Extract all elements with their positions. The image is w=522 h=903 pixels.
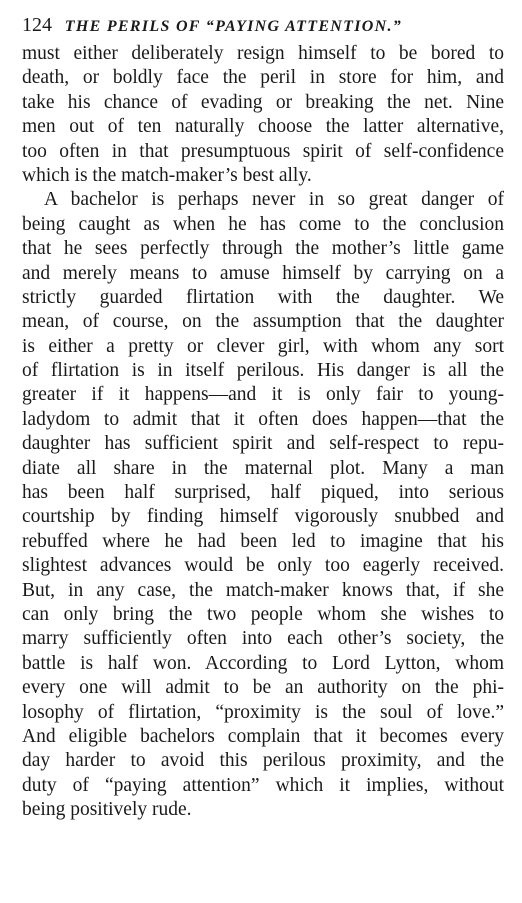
page-number: 124	[22, 14, 52, 36]
text-line: slightest advances would be only too eagerly received.	[22, 555, 504, 577]
body-text	[22, 42, 504, 823]
text-line: has been half surprised, half piqued, into serious	[22, 482, 504, 504]
text-line: being positively rude.	[22, 799, 192, 821]
text-line: death, or boldly face the peril in store for him, and	[22, 67, 504, 89]
text-line: marry sufficiently often into each other’s society, the	[22, 628, 504, 650]
text-line: A bachelor is perhaps never in so great danger of	[44, 189, 504, 211]
text-line: But, in any case, the match-maker knows that, if she	[22, 579, 504, 601]
text-line: rebuffed where he had been led to imagine that his	[22, 530, 504, 552]
text-line: ladydom to admit that it often does happen—that the	[22, 408, 504, 430]
text-line: can only bring the two people whom she wishes to	[22, 603, 504, 625]
text-line: day harder to avoid this perilous proximity, and the	[22, 750, 504, 772]
text-line: take his chance of evading or breaking the net. Nine	[22, 91, 504, 113]
text-line: battle is half won. According to Lord Lytton, whom	[22, 652, 504, 674]
text-line: is either a pretty or clever girl, with whom any sort	[22, 335, 504, 357]
book-page	[22, 10, 504, 823]
paragraph	[22, 188, 504, 822]
paragraph	[22, 42, 504, 188]
text-line: of flirtation is in itself perilous. His danger is all the	[22, 360, 504, 382]
text-line: men out of ten naturally choose the latter alternative,	[22, 116, 504, 138]
text-line: strictly guarded flirtation with the daughter. We	[22, 286, 504, 308]
text-line: must either deliberately resign himself to be bored to	[22, 43, 504, 64]
text-line: mean, of course, on the assumption that the daughter	[22, 311, 504, 333]
running-head	[22, 10, 504, 40]
text-line: diate all share in the maternal plot. Many a man	[22, 457, 504, 479]
text-line: duty of “paying attention” which it implies, without	[22, 774, 504, 796]
text-line: and merely means to amuse himself by carrying on a	[22, 262, 504, 284]
text-line: losophy of flirtation, “proximity is the soul of love.”	[22, 701, 504, 723]
text-line: daughter has sufficient spirit and self-respect to repu-	[22, 433, 504, 455]
text-line: every one will admit to be an authority on the phi-	[22, 677, 504, 699]
text-line: that he sees perfectly through the mother’s little game	[22, 238, 504, 260]
text-line: too often in that presumptuous spirit of self-confidence	[22, 140, 504, 162]
running-title: THE PERILS OF “PAYING ATTENTION.”	[64, 18, 403, 35]
text-line: And eligible bachelors complain that it becomes every	[22, 725, 504, 747]
text-line: being caught as when he has come to the conclusion	[22, 213, 504, 235]
text-line: courtship by finding himself vigorously snubbed and	[22, 506, 504, 528]
text-line: greater if it happens—and it is only fair to young-	[22, 384, 504, 406]
text-line: which is the match-maker’s best ally.	[22, 164, 312, 186]
